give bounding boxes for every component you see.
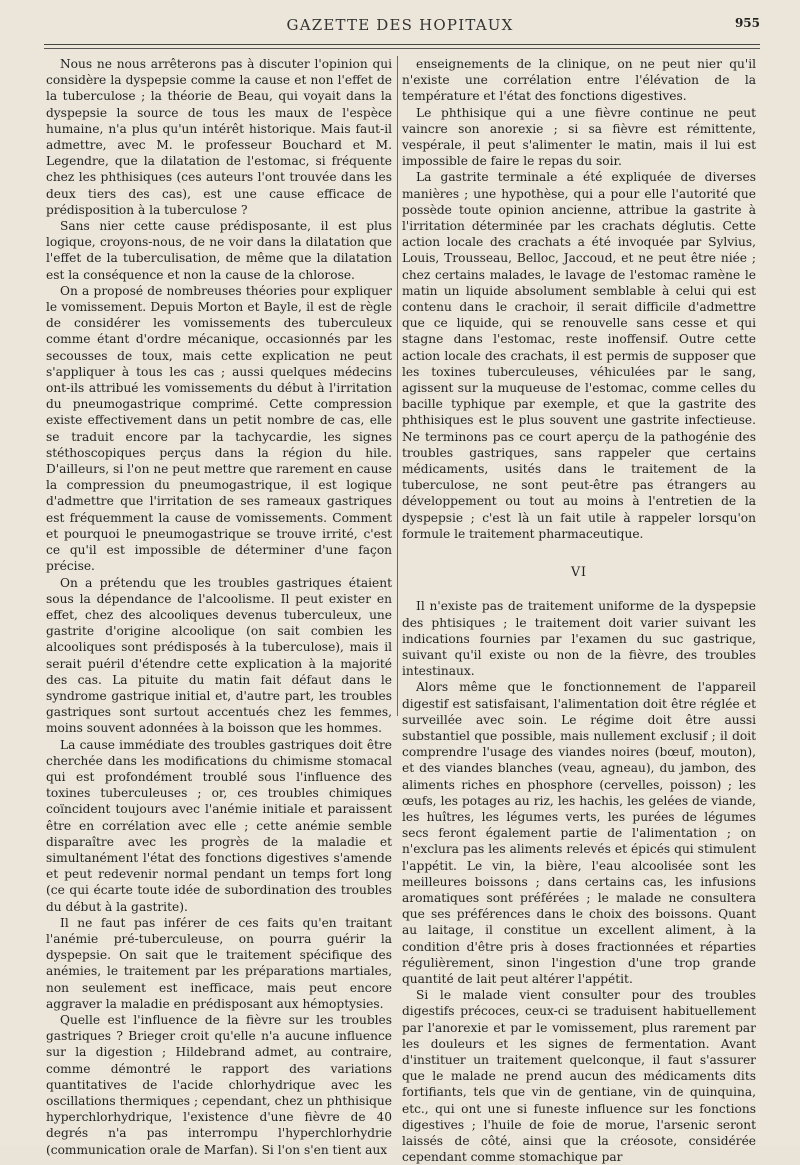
paragraph: Il n'existe pas de traitement uniforme de la dyspepsie des phtisiques ; le traitement doit varier suivant les indications fournies par l'examen du suc gastrique, suivant qu'il existe ou non de la fièvre, des troubles intestinaux. [402,599,756,679]
paragraph: Si le malade vient consulter pour des troubles digestifs précoces, ceux-ci se traduisent habituellement par l'anorexie et par le vomissement, plus rarement par les douleurs et les signes de fermentation. Avant d'instituer un traitement quelconque, il faut s'assurer que le malade ne prend aucun des médicaments dits fortifiants, tels que vin de gentiane, vin de quinquina, etc., qui ont une si funeste influence sur les fonctions digestives ; l'huile de foie de morue, l'arsenic seront laissés de côté, ainsi que la créosote, considérée cependant comme stomachique par [402,988,756,1165]
right-column [402,56,756,1165]
column-divider [397,56,398,716]
paragraph: Le phthisique qui a une fièvre continue ne peut vaincre son anorexie ; si sa fièvre est rémittente, vespérale, il peut s'alimenter le matin, mais il lui est impossible de faire le repas du soir. [402,105,756,169]
paragraph: On a proposé de nombreuses théories pour expliquer le vomissement. Depuis Morton et Bayle, il est de règle de considérer les vomissements des tuberculeux comme étant d'ordre mécanique, occasionnés par les secousses de toux, mais cette explication ne peut s'appliquer à tous les cas ; aussi quelques médecins ont-ils attribué les vomissements du début à l'irritation du pneumogastrique comprimé. Cette compression existe effectivement dans un petit nombre de cas, elle se traduit encore par la tachycardie, les signes stéthoscopiques perçus dans la région du hile. D'ailleurs, si l'on ne peut mettre que rarement en cause la compression du pneumogastrique, il est logique d'admettre que l'irritation de ses rameaux gastriques est fréquemment la cause de vomissements. Comment et pourquoi le pneumogastrique se trouve irrité, c'est ce qu'il est impossible de déterminer d'une façon précise. [46,283,392,574]
page-number: 955 [734,16,760,30]
running-title: GAZETTE DES HOPITAUX [286,16,514,34]
paragraph: On a prétendu que les troubles gastriques étaient sous la dépendance de l'alcoolisme. Il peut exister en effet, chez des alcooliques devenus tuberculeux, une gastrite d'origine alcoolique (on sait combien les alcooliques sont prédisposés à la tuberculose), mais il serait puéril d'étendre cette explication à la majorité des cas. La pituite du matin fait défaut dans le syndrome gastrique initial et, d'autre part, les troubles gastriques sont surtout accentués chez les femmes, moins souvent adonnées à la boisson que les hommes. [46,575,392,736]
paragraph: Alors même que le fonctionnement de l'appareil digestif est satisfaisant, l'alimentation doit être réglée et surveillée avec soin. Le régime doit être aussi substantiel que possible, mais nullement exclusif ; il doit comprendre l'usage des viandes noires (bœuf, mouton), et des viandes blanches (veau, agneau), du jambon, des aliments riches en phosphore (cervelles, poisson) ; les œufs, les potages au riz, les hachis, les gelées de viande, les huîtres, les légumes verts, les purées de légumes secs feront également partie de l'alimentation ; on n'exclura pas les aliments relevés et épicés qui stimulent l'appétit. Le vin, la bière, l'eau alcoolisée sont les meilleures boissons ; dans certains cas, les infusions aromatiques sont préférées ; le malade ne consultera que ses préférences dans le choix des boissons. Quant au laitage, il constitue un excellent aliment, à la condition d'être pris à doses fractionnées et réparties régulièrement, sinon l'ingestion d'une trop grande quantité de lait peut altérer l'appétit. [402,680,756,986]
paragraph: La cause immédiate des troubles gastriques doit être cherchée dans les modifications du chimisme stomacal qui est profondément troublé sous l'influence des toxines tuberculeuses ; or, ces troubles chimiques coïncident toujours avec l'anémie initiale et paraissent être en corrélation avec elle ; cette anémie semble disparaître avec les progrès de la maladie et simultanément l'état des fonctions digestives s'amende et peut redevenir normal pendant un temps fort long (ce qui écarte toute idée de subordination des troubles du début à la gastrite). [46,737,392,914]
left-column [46,56,392,1158]
paragraph: Quelle est l'influence de la fièvre sur les troubles gastriques ? Brieger croit qu'elle n'a aucune influence sur la digestion ; Hildebrand admet, au contraire, comme démontré le rapport des variations quantitatives de l'acide chlorhydrique avec les oscillations thermiques ; cependant, chez un phthisique hyperchlorhydrique, l'existence d'une fièvre de 40 degrés n'a pas interrompu l'hyperchlorhydrie (communication orale de Marfan). Si l'on s'en tient aux [46,1012,392,1157]
paragraph: Il ne faut pas inférer de ces faits qu'en traitant l'anémie pré-tuberculeuse, on pourra guérir la dyspepsie. On sait que le traitement spécifique des anémies, le traitement par les préparations martiales, non seulement est inefficace, mais peut encore aggraver la maladie en prédisposant aux hémoptysies. [46,915,392,1011]
paragraph: enseignements de la clinique, on ne peut nier qu'il n'existe une corrélation entre l'élévation de la température et l'état des fonctions digestives. [402,57,756,104]
page-header [40,14,760,40]
section-heading: VI [570,564,588,580]
paragraph: La gastrite terminale a été expliquée de diverses manières ; une hypothèse, qui a pour elle l'autorité que possède toute opinion ancienne, attribue la gastrite à l'irritation déterminée par les crachats déglutis. Cette action locale des crachats a été invoquée par Sylvius, Louis, Trousseau, Belloc, Jaccoud, et ne peut être niée ; chez certains malades, le lavage de l'estomac ramène le matin un liquide absolument semblable à celui qui est contenu dans le crachoir, il serait difficile d'admettre que ce liquide, qui se renouvelle sans cesse et qui stagne dans l'estomac, reste inoffensif. Outre cette action locale des crachats, il est permis de supposer que les toxines tuberculeuses, véhiculées par le sang, agissent sur la muqueuse de l'estomac, comme celles du bacille typhique par exemple, et que la gastrite des phthisiques est le plus souvent une gastrite infectieuse. Ne terminons pas ce court aperçu de la pathogénie des troubles gastriques, sans rappeler que certains médicaments, usités dans le traitement de la tuberculose, ne sont peut-être pas étrangers au développement ou tout au moins à l'entretien de la dyspepsie ; c'est là un fait utile à rappeler lorsqu'on formule le traitement pharmaceutique. [402,170,756,541]
header-rule-thick [44,44,760,45]
paragraph: Nous ne nous arrêterons pas à discuter l'opinion qui considère la dyspepsie comme la cause et non l'effet de la tuberculose ; la théorie de Beau, qui voyait dans la dyspepsie la source de tous les maux de l'espèce humaine, n'a plus qu'un intérêt historique. Mais faut-il admettre, avec M. le professeur Bouchard et M. Legendre, que la dilatation de l'estomac, si fréquente chez les phthisiques (ces auteurs l'ont trouvée dans les deux tiers des cas), est une cause efficace de prédisposition à la tuberculose ? [46,57,392,217]
paragraph: Sans nier cette cause prédisposante, il est plus logique, croyons-nous, de ne voir dans la dilatation que l'effet de la tuberculisation, de même que la dilatation est la conséquence et non la cause de la chlorose. [46,219,392,282]
header-rule-thin [44,48,760,49]
